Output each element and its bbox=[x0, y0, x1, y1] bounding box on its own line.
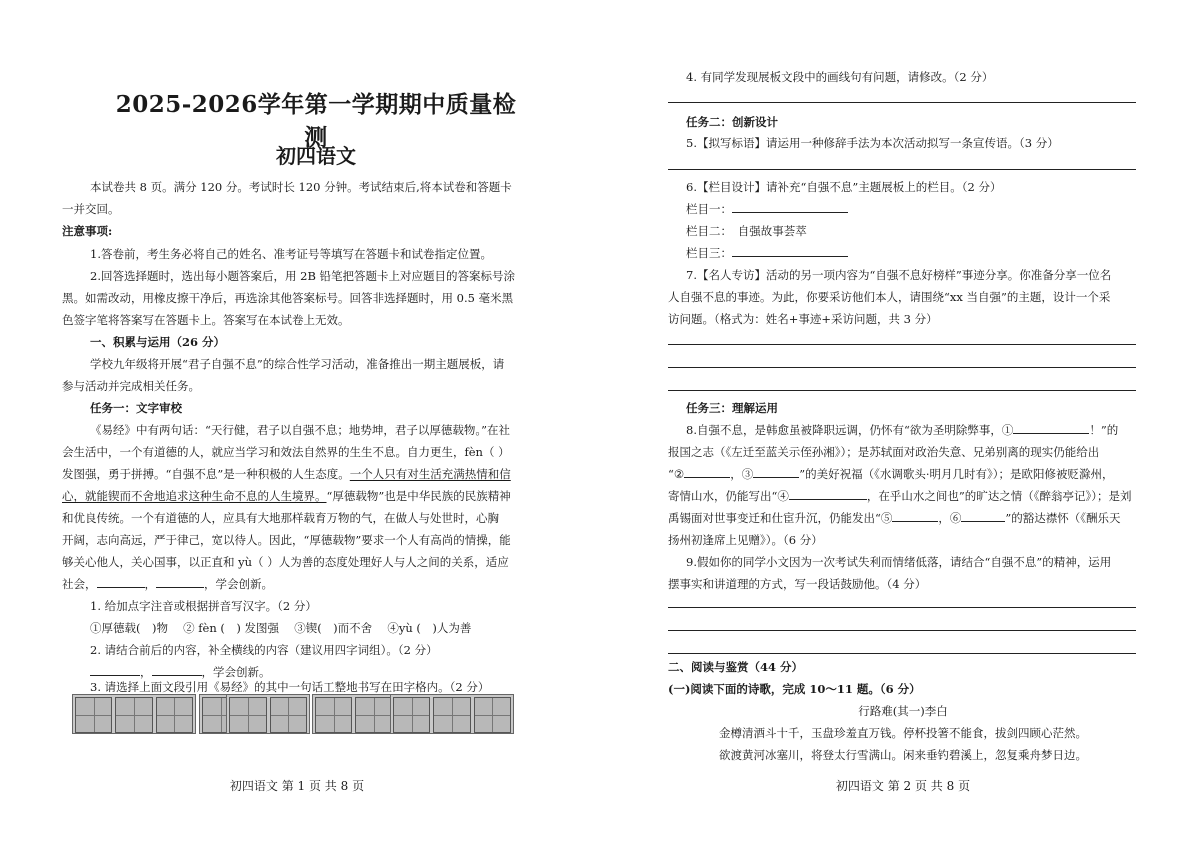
question-1: 1. 给加点字注音或根据拼音写汉字。（2 分） bbox=[90, 599, 317, 613]
answer-line-q7-2[interactable] bbox=[668, 367, 1136, 368]
grid-cell[interactable] bbox=[474, 697, 511, 733]
q8-blank-3[interactable] bbox=[753, 465, 799, 478]
q8-5c: ”的豁达襟怀（《酬乐天 bbox=[1005, 511, 1121, 525]
q8-3b: ，③ bbox=[730, 467, 754, 481]
question-8-line-3 bbox=[668, 463, 1113, 485]
reading-1-title: (一)阅读下面的诗歌，完成 10～11 题。（6 分） bbox=[668, 682, 921, 696]
grid-cell[interactable] bbox=[433, 697, 470, 733]
answer-blank-1[interactable] bbox=[90, 663, 140, 676]
question-8-line-4 bbox=[668, 485, 1132, 507]
q8-1b: ① bbox=[1001, 423, 1014, 437]
q8-blank-4[interactable] bbox=[789, 487, 867, 500]
writing-grid-1[interactable] bbox=[72, 694, 196, 734]
notice-2b: 黑。如需改动，用橡皮擦干净后，再选涂其他答案标号。回答非选择题时，用 0.5 毫米黑 bbox=[62, 291, 514, 305]
grid-cell[interactable] bbox=[75, 697, 112, 733]
notice-title: 注意事项: bbox=[62, 224, 113, 238]
passage-line-8a: 社会， bbox=[62, 577, 97, 591]
passage-line-1: 《易经》中有两句话：“天行健，君子以自强不息；地势坤，君子以厚德载物。”在社 bbox=[90, 423, 511, 437]
q8-1c: ！”的 bbox=[1089, 423, 1119, 437]
grid-cell[interactable] bbox=[229, 697, 267, 733]
question-5: 5.【拟写标语】请运用一种修辞手法为本次活动拟写一条宣传语。（3 分） bbox=[686, 136, 1059, 150]
answer-line-q7-3[interactable] bbox=[668, 390, 1136, 391]
task-2-title: 任务二：创新设计 bbox=[686, 115, 778, 129]
question-8-line-2: 报国之志（《左迁至蓝关示侄孙湘》）；是苏轼面对政治失意、兄弟别离的现实仍能给出 bbox=[668, 445, 1100, 459]
notice-2c: 色签字笔将答案写在答题卡上。答案写在本试卷上无效。 bbox=[62, 313, 350, 327]
question-6: 6.【栏目设计】请补充“自强不息”主题展板上的栏目。（2 分） bbox=[686, 180, 1002, 194]
column-3 bbox=[686, 242, 848, 264]
fill-blank-1[interactable] bbox=[97, 575, 145, 588]
q8-blank-1[interactable] bbox=[1013, 421, 1089, 434]
q8-4a: 寄情山水，仍能写出“④ bbox=[668, 489, 789, 503]
answer-line-q7-1[interactable] bbox=[668, 344, 1136, 345]
task-3-title: 任务三：理解运用 bbox=[686, 401, 778, 415]
column-1 bbox=[686, 198, 848, 220]
passage-line-6: 开阔，志向高远，严于律己，宽以待人。因此，“厚德载物”要求一个人有高尚的情操，能 bbox=[62, 533, 511, 547]
q8-blank-5[interactable] bbox=[892, 509, 938, 522]
q8-blank-2[interactable] bbox=[684, 465, 730, 478]
question-7-line-1: 7.【名人专访】活动的另一项内容为“自强不息好榜样”事迹分享。你准备分享一位名 bbox=[686, 268, 1112, 282]
question-8-line-6: 扬州初逢席上见赠》）。（6 分） bbox=[668, 533, 823, 547]
answer-line-q9-1[interactable] bbox=[668, 607, 1136, 608]
passage-line-2: 会生活中，一个有道德的人，就应当学习和效法自然界的生生不息。自力更生，fèn（ ） bbox=[62, 445, 510, 459]
question-7-line-3: 访问题。（格式为：姓名+事迹+采访问题，共 3 分） bbox=[668, 312, 938, 326]
question-4: 4. 有同学发现展板文段中的画线句有问题，请修改。（2 分） bbox=[686, 70, 994, 84]
question-2: 2. 请结合前后的内容，补全横线的内容（建议用四字词组）。（2 分） bbox=[90, 643, 438, 657]
task-1-title: 任务一：文字审校 bbox=[90, 401, 182, 415]
q8-5b: ，⑥ bbox=[938, 511, 962, 525]
grid-cell[interactable] bbox=[115, 697, 152, 733]
question-9-line-2: 摆事实和讲道理的方式，写一段话鼓励他。（4 分） bbox=[668, 577, 927, 591]
writing-grid-5[interactable] bbox=[390, 694, 514, 734]
intro-line-2: 一并交回。 bbox=[62, 202, 120, 216]
section-1-intro-1: 学校九年级将开展“君子自强不息”的综合性学习活动，准备推出一期主题展板，请 bbox=[90, 357, 505, 371]
section-1-title: 一、积累与运用（26 分） bbox=[90, 335, 226, 349]
subject-title: 初四语文 bbox=[276, 144, 356, 168]
question-8-line-1 bbox=[686, 419, 1118, 441]
underlined-sentence-b: 心，就能锲而不舍地追求这种生命不息的人生境界。 bbox=[62, 489, 327, 503]
passage-line-8 bbox=[62, 573, 273, 595]
passage-line-3a: 发图强，勇于拼搏。“自强不息”是一种积极的人生态度。 bbox=[62, 467, 350, 481]
section-1-intro-2: 参与活动并完成相关任务。 bbox=[62, 379, 200, 393]
section-2-title: 二、阅读与鉴赏（44 分） bbox=[668, 660, 804, 674]
grid-cell[interactable] bbox=[156, 697, 193, 733]
q8-blank-6[interactable] bbox=[961, 509, 1005, 522]
question-7-line-2: 人自强不息的事迹。为此，你要采访他们本人，请围绕“xx 当自强”的主题，设计一个采 bbox=[668, 290, 1111, 304]
q8-4b: ，在乎山水之间也”的旷达之情（《醉翁亭记》）；是刘 bbox=[866, 489, 1132, 503]
passage-line-3 bbox=[62, 463, 511, 485]
answer-line-q4[interactable] bbox=[668, 102, 1136, 103]
question-9-line-1: 9.假如你的同学小文因为一次考试失利而情绪低落，请结合“自强不息”的精神，运用 bbox=[686, 555, 1112, 569]
q2-tail-1: ， bbox=[140, 665, 152, 679]
page-2-footer: 初四语文 第 2 页 共 8 页 bbox=[835, 779, 971, 793]
column-3-label: 栏目三： bbox=[686, 246, 732, 260]
notice-2a: 2.回答选择题时，选出每小题答案后，用 2B 铅笔把答题卡上对应题目的答案标号涂 bbox=[90, 269, 516, 283]
passage-line-4b: “厚德载物”也是中华民族的民族精神 bbox=[326, 489, 511, 503]
page-1-footer: 初四语文 第 1 页 共 8 页 bbox=[229, 779, 365, 793]
passage-line-4 bbox=[62, 485, 511, 507]
intro-line-1: 本试卷共 8 页。满分 120 分。考试时长 120 分钟。考试结束后,将本试卷和答题卡 bbox=[90, 180, 512, 194]
answer-line-q9-2[interactable] bbox=[668, 630, 1136, 631]
q8-3c: ”的美好祝福（《水调歌头·明月几时有》）；是欧阳修被贬滁州， bbox=[799, 467, 1114, 481]
grid-cell[interactable] bbox=[315, 697, 352, 733]
column-3-blank[interactable] bbox=[732, 244, 848, 257]
q2-tail-2: ，学会创新。 bbox=[201, 665, 271, 679]
answer-blank-2[interactable] bbox=[152, 663, 202, 676]
column-1-blank[interactable] bbox=[732, 200, 848, 213]
grid-cell[interactable] bbox=[355, 697, 392, 733]
exam-title: 2025-2026学年第一学期期中质量检测 bbox=[115, 91, 517, 151]
question-1-options: ①厚德载( )物 ② fèn ( ) 发图强 ③锲( )而不舍 ④yù ( )人为善 bbox=[90, 621, 472, 635]
poem-line-1: 金樽清酒斗十千，玉盘珍羞直万钱。停杯投箸不能食，拔剑四顾心茫然。 bbox=[719, 726, 1087, 740]
writing-grid-3[interactable] bbox=[226, 694, 310, 734]
notice-1: 1.答卷前，考生务必将自己的姓名、准考证号等填写在答题卡和试卷指定位置。 bbox=[90, 247, 492, 261]
column-1-label: 栏目一： bbox=[686, 202, 732, 216]
q8-3a: “② bbox=[668, 467, 685, 481]
question-8-line-5 bbox=[668, 507, 1121, 529]
grid-cell[interactable] bbox=[270, 697, 308, 733]
question-3: 3. 请选择上面文段引用《易经》的其中一句话工整地书写在田字格内。（2 分） bbox=[90, 680, 490, 694]
passage-line-5: 和优良传统。一个有道德的人，应具有大地那样载育万物的气，在做人与处世时，心胸 bbox=[62, 511, 499, 525]
q8-5a: 禹锡面对世事变迁和仕宦升沉，仍能发出“⑤ bbox=[668, 511, 893, 525]
grid-cell[interactable] bbox=[393, 697, 430, 733]
answer-line-q9-3[interactable] bbox=[668, 653, 1136, 654]
answer-line-q5[interactable] bbox=[668, 169, 1136, 170]
passage-line-7: 够关心他人，关心国事，以正直和 yù（ ）人为善的态度处理好人与人之间的关系，适应 bbox=[62, 555, 509, 569]
poem-line-2: 欲渡黄河冰塞川，将登太行雪满山。闲来垂钓碧溪上，忽复乘舟梦日边。 bbox=[719, 748, 1087, 762]
passage-line-8b: ， bbox=[144, 577, 156, 591]
column-2: 栏目二： 自强故事荟萃 bbox=[686, 224, 807, 238]
underlined-sentence-a: 一个人只有对生活充满热情和信 bbox=[349, 467, 511, 481]
q8-1a: 8.自强不息，是韩愈虽被降职远调，仍怀有“欲为圣明除弊事， bbox=[686, 423, 1002, 437]
poem-title: 行路难(其一)李白 bbox=[858, 704, 948, 718]
fill-blank-2[interactable] bbox=[156, 575, 204, 588]
passage-line-8c: ，学会创新。 bbox=[204, 577, 273, 591]
